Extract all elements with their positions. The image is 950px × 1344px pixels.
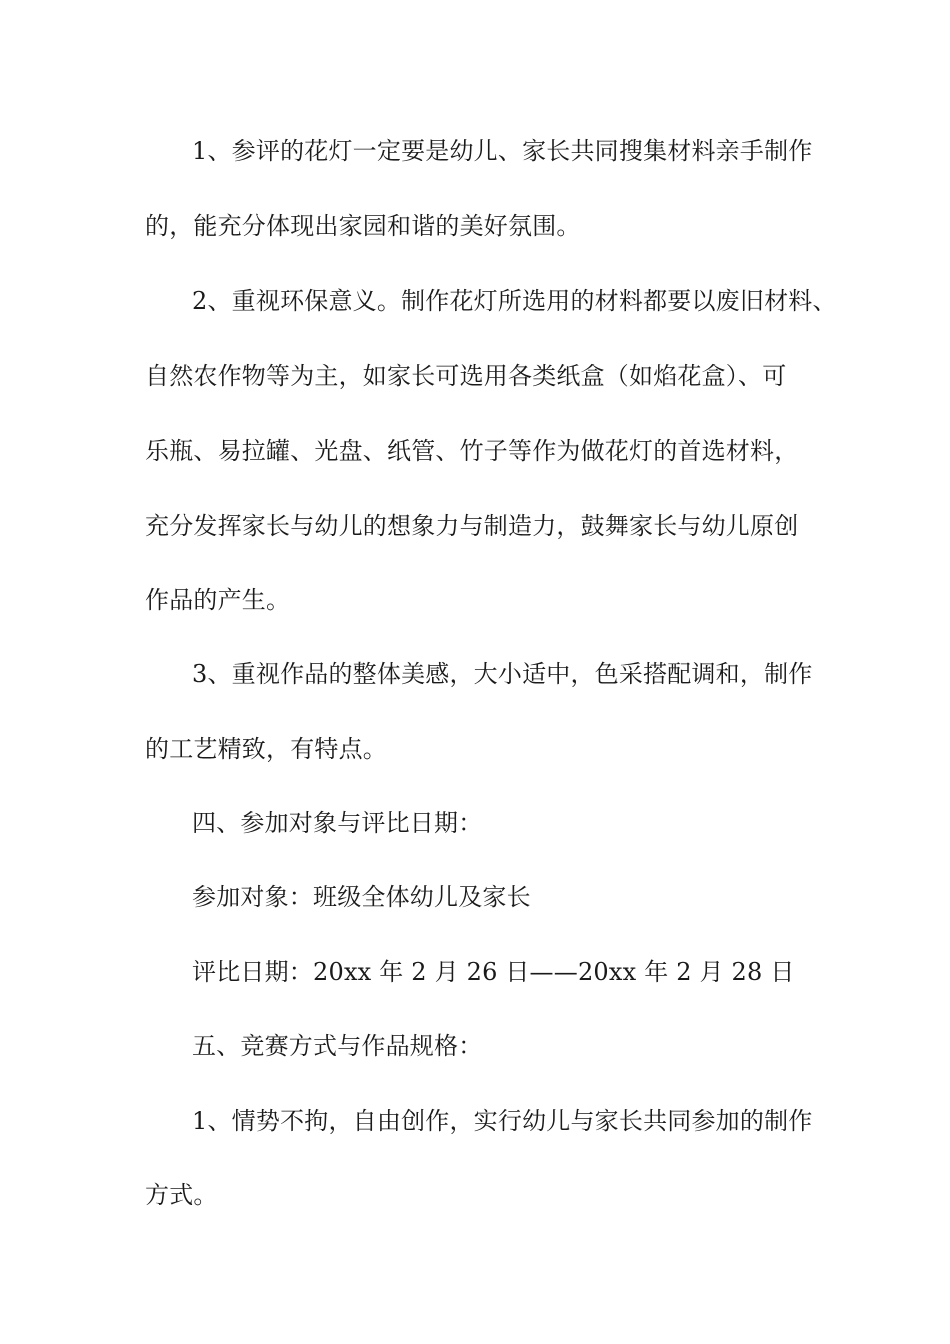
paragraph-1-line-1: 1、参评的花灯一定要是幼儿、家长共同搜集材料亲手制作 — [192, 137, 813, 165]
paragraph-2-line-4: 充分发挥家长与幼儿的想象力与制造力，鼓舞家长与幼儿原创 — [145, 512, 799, 540]
paragraph-1-line-2: 的，能充分体现出家园和谐的美好氛围。 — [145, 212, 581, 240]
section-heading-4: 四、参加对象与评比日期： — [192, 809, 483, 837]
paragraph-2-line-1: 2、重视环保意义。制作花灯所选用的材料都要以废旧材料、 — [192, 287, 837, 315]
paragraph-2-line-5: 作品的产生。 — [145, 586, 291, 614]
paragraph-2-line-3: 乐瓶、易拉罐、光盘、纸管、竹子等作为做花灯的首选材料， — [145, 437, 799, 465]
section-heading-5: 五、竞赛方式与作品规格： — [192, 1032, 483, 1060]
paragraph-3-line-1: 3、重视作品的整体美感，大小适中，色采搭配调和，制作 — [192, 660, 813, 688]
paragraph-2-line-2: 自然农作物等为主，如家长可选用各类纸盒（如焰花盒）、可 — [145, 362, 787, 390]
paragraph-3-line-2: 的工艺精致，有特点。 — [145, 735, 387, 763]
paragraph-4-line-1: 1、情势不拘，自由创作，实行幼儿与家长共同参加的制作 — [192, 1107, 813, 1135]
evaluation-date-line: 评比日期：20xx 年 2 月 26 日——20xx 年 2 月 28 日 — [192, 958, 795, 986]
participants-line: 参加对象：班级全体幼儿及家长 — [192, 883, 531, 911]
paragraph-4-line-2: 方式。 — [145, 1181, 218, 1209]
